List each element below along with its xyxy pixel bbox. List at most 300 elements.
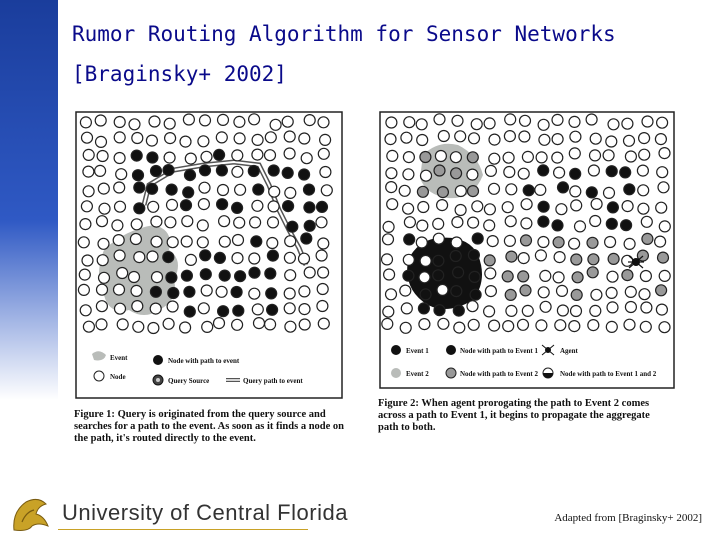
sensor-node [268, 201, 279, 212]
sensor-node [417, 220, 428, 231]
sensor-node [234, 133, 245, 144]
sensor-node [539, 134, 550, 145]
sensor-node [317, 301, 328, 312]
sensor-node [233, 235, 244, 246]
sensor-node [624, 319, 635, 330]
sensor-node [606, 136, 617, 147]
sensor-node [433, 255, 444, 266]
slide-title: Rumor Routing Algorithm for Sensor Networks [72, 22, 616, 46]
sensor-node [115, 201, 126, 212]
sensor-node [184, 306, 195, 317]
sensor-node [235, 184, 246, 195]
sensor-node [165, 217, 176, 228]
sensor-node [586, 187, 597, 198]
sensor-node [80, 219, 91, 230]
sensor-node [451, 237, 462, 248]
sensor-node [198, 136, 209, 147]
sensor-node [284, 303, 295, 314]
legend-path-node-label: Node with path to event [168, 357, 240, 365]
sensor-node [624, 238, 635, 249]
sensor-node [403, 254, 414, 265]
sensor-node [638, 185, 649, 196]
sensor-node [622, 255, 633, 266]
legend-path12-swatch [543, 368, 553, 378]
sensor-node [421, 170, 432, 181]
legend-event2-label: Event 2 [406, 370, 429, 378]
sensor-node [590, 305, 601, 316]
sensor-node [163, 252, 174, 263]
sensor-node [97, 284, 108, 295]
sensor-node [606, 321, 617, 332]
sensor-node [536, 320, 547, 331]
sensor-node [418, 303, 429, 314]
sensor-node [420, 289, 431, 300]
sensor-node [518, 271, 529, 282]
sensor-node [152, 272, 163, 283]
sensor-node [146, 135, 157, 146]
sensor-node [249, 114, 260, 125]
sensor-node [82, 255, 93, 266]
caption-line: path to both. [378, 422, 436, 433]
sensor-node [134, 203, 145, 214]
sensor-node [164, 152, 175, 163]
sensor-node [200, 115, 211, 126]
sensor-node [284, 288, 295, 299]
sensor-node [299, 304, 310, 315]
sensor-node [131, 219, 142, 230]
sensor-node [570, 186, 581, 197]
sensor-node [299, 253, 310, 264]
legend-node-label: Node [110, 373, 126, 381]
sensor-node [96, 319, 107, 330]
sensor-node [301, 233, 312, 244]
sensor-node [587, 267, 598, 278]
sensor-node [183, 114, 194, 125]
sensor-node [605, 237, 616, 248]
sensor-node [219, 216, 230, 227]
sensor-node [590, 150, 601, 161]
sensor-node [252, 304, 263, 315]
sensor-node [95, 115, 106, 126]
sensor-node [455, 205, 466, 216]
sensor-node [553, 272, 564, 283]
sensor-node [269, 186, 280, 197]
sensor-node [96, 136, 107, 147]
sensor-node [181, 270, 192, 281]
sensor-node [569, 321, 580, 332]
sensor-node [522, 151, 533, 162]
sensor-node [437, 284, 448, 295]
source-credit: Adapted from [Braginsky+ 2002] [554, 512, 702, 524]
figure-1-diagram [74, 110, 370, 402]
sensor-node [603, 150, 614, 161]
sensor-node [265, 150, 276, 161]
sensor-node [434, 114, 445, 125]
sensor-node [267, 250, 278, 261]
sensor-node [640, 321, 651, 332]
sensor-node [387, 199, 398, 210]
caption-line: the path, it's routed directly to the event. [74, 433, 256, 444]
sensor-node [404, 217, 415, 228]
sensor-node [232, 166, 243, 177]
sensor-node [79, 269, 90, 280]
sensor-node [469, 133, 480, 144]
sensor-node [470, 289, 481, 300]
sensor-node [180, 136, 191, 147]
sensor-node [400, 285, 411, 296]
sensor-node [232, 202, 243, 213]
sensor-node [403, 152, 414, 163]
sensor-node [590, 216, 601, 227]
sensor-node [571, 289, 582, 300]
sensor-node [316, 217, 327, 228]
sensor-node [467, 301, 478, 312]
sensor-node [231, 287, 242, 298]
sensor-node [180, 322, 191, 333]
sensor-node [538, 237, 549, 248]
sensor-node [233, 305, 244, 316]
sensor-node [387, 150, 398, 161]
figure-2-legend [391, 345, 657, 378]
sensor-node [252, 134, 263, 145]
sensor-node [304, 220, 315, 231]
sensor-node [249, 253, 260, 264]
sensor-node [467, 169, 478, 180]
sensor-node [182, 216, 193, 227]
sensor-node [198, 199, 209, 210]
figure-2-diagram [378, 110, 678, 392]
figure-2-nodes [382, 114, 671, 333]
sensor-node [386, 168, 397, 179]
sensor-node [471, 119, 482, 130]
sensor-node [625, 151, 636, 162]
sensor-node [248, 166, 259, 177]
caption-line: searches for a path to the event. As soon as it finds a node on [74, 421, 345, 432]
sensor-node [166, 272, 177, 283]
sensor-node [384, 269, 395, 280]
sensor-node [131, 285, 142, 296]
sensor-node [435, 151, 446, 162]
sensor-node [606, 166, 617, 177]
sensor-node [98, 238, 109, 249]
logo-underline [58, 529, 308, 530]
sensor-node [301, 153, 312, 164]
sensor-node [504, 131, 515, 142]
sensor-node [624, 135, 635, 146]
sensor-node [472, 233, 483, 244]
sensor-node [552, 220, 563, 231]
sensor-node [214, 252, 225, 263]
sensor-node [82, 132, 93, 143]
sensor-node [467, 152, 478, 163]
sensor-node [83, 166, 94, 177]
sensor-node [659, 322, 670, 333]
sensor-node [641, 216, 652, 227]
sensor-node [282, 116, 293, 127]
sensor-node [148, 201, 159, 212]
sensor-node [575, 221, 586, 232]
figure-1 [74, 110, 370, 402]
sensor-node [485, 268, 496, 279]
sensor-node [287, 221, 298, 232]
sensor-node [469, 271, 480, 282]
sensor-node [83, 321, 94, 332]
caption-label: Figure 2: [378, 398, 419, 409]
sensor-node [658, 252, 669, 263]
sensor-node [558, 182, 569, 193]
sensor-node [285, 187, 296, 198]
sensor-node [149, 116, 160, 127]
sensor-node [185, 153, 196, 164]
sensor-node [282, 167, 293, 178]
sensor-node [78, 284, 89, 295]
sensor-node [417, 135, 428, 146]
sensor-node [552, 134, 563, 145]
sensor-node [304, 267, 315, 278]
sensor-node [655, 134, 666, 145]
sensor-node [624, 184, 635, 195]
sensor-node [216, 132, 227, 143]
sensor-node [321, 185, 332, 196]
sensor-node [404, 117, 415, 128]
legend-event-swatch [92, 351, 106, 360]
sensor-node [591, 289, 602, 300]
sensor-node [604, 187, 615, 198]
sensor-node [232, 319, 243, 330]
sensor-node [434, 305, 445, 316]
sensor-node [590, 133, 601, 144]
sensor-node [285, 321, 296, 332]
sensor-node [503, 152, 514, 163]
sensor-node [134, 182, 145, 193]
sensor-node [518, 319, 529, 330]
sensor-node [438, 131, 449, 142]
sensor-node [523, 185, 534, 196]
legend-agent-swatch [542, 345, 554, 355]
sensor-node [201, 285, 212, 296]
sensor-node [484, 118, 495, 129]
sensor-node [96, 301, 107, 312]
sensor-node [318, 267, 329, 278]
sensor-node [81, 201, 92, 212]
sensor-node [639, 289, 650, 300]
sensor-node [570, 131, 581, 142]
sensor-node [639, 149, 650, 160]
sensor-node [318, 148, 329, 159]
sensor-node [659, 221, 670, 232]
sensor-node [403, 270, 414, 281]
sensor-node [625, 302, 636, 313]
sensor-node [468, 186, 479, 197]
sensor-node [219, 236, 230, 247]
sensor-node [83, 149, 94, 160]
sensor-node [557, 285, 568, 296]
figure-1-caption [74, 409, 374, 445]
sensor-node [607, 302, 618, 313]
sensor-node [95, 165, 106, 176]
caption-line: across a path to Event 1, it begins to propagate the aggregate [378, 410, 650, 421]
sensor-node [252, 149, 263, 160]
agent-icon [628, 256, 644, 268]
sensor-node [485, 286, 496, 297]
sensor-node [433, 218, 444, 229]
sensor-node [251, 236, 262, 247]
sensor-node [521, 218, 532, 229]
pegasus-icon [8, 492, 52, 534]
sensor-node [151, 216, 162, 227]
sensor-node [536, 152, 547, 163]
legend-path2-swatch [446, 368, 456, 378]
sensor-node [97, 216, 108, 227]
sensor-node [99, 272, 110, 283]
sensor-node [304, 184, 315, 195]
sensor-node [520, 115, 531, 126]
sensor-node [504, 235, 515, 246]
sensor-node [484, 255, 495, 266]
sensor-node [114, 117, 125, 128]
sensor-node [114, 182, 125, 193]
sensor-node [284, 131, 295, 142]
sensor-node [113, 235, 124, 246]
sensor-node [234, 116, 245, 127]
sensor-node [588, 320, 599, 331]
legend-event1-label: Event 1 [406, 347, 429, 355]
sensor-node [214, 318, 225, 329]
legend-path1-swatch [446, 345, 456, 355]
sensor-node [185, 170, 196, 181]
sensor-node [656, 304, 667, 315]
sensor-node [506, 305, 517, 316]
figure-2-caption [378, 398, 708, 434]
sensor-node [659, 148, 670, 159]
sensor-node [468, 217, 479, 228]
sensor-node [285, 270, 296, 281]
sensor-node [266, 288, 277, 299]
sensor-node [554, 252, 565, 263]
sensor-node [197, 220, 208, 231]
sensor-node [99, 203, 110, 214]
sensor-node [183, 187, 194, 198]
sensor-node [518, 253, 529, 264]
sensor-node [588, 254, 599, 265]
sensor-node [317, 201, 328, 212]
sensor-node [98, 183, 109, 194]
sensor-node [252, 200, 263, 211]
sensor-node [656, 202, 667, 213]
sensor-node [181, 236, 192, 247]
sensor-node [403, 169, 414, 180]
sensor-node [383, 234, 394, 245]
legend-path1-label: Node with path to Event 1 [460, 347, 538, 355]
sensor-node [234, 217, 245, 228]
sensor-node [535, 250, 546, 261]
sensor-node [538, 216, 549, 227]
sensor-node [167, 199, 178, 210]
sensor-node [401, 303, 412, 314]
sensor-node [438, 318, 449, 329]
sensor-node [216, 286, 227, 297]
caption-line: When agent prorogating the path to Event 2 comes [421, 398, 650, 409]
sensor-node [569, 116, 580, 127]
sensor-node [455, 131, 466, 142]
sensor-node [451, 286, 462, 297]
sensor-node [641, 302, 652, 313]
sensor-node [454, 322, 465, 333]
sensor-node [304, 115, 315, 126]
sensor-node [382, 254, 393, 265]
sensor-node [658, 182, 669, 193]
sensor-node [637, 165, 648, 176]
sensor-node [299, 286, 310, 297]
sensor-node [232, 253, 243, 264]
sensor-node [164, 118, 175, 129]
sensor-node [450, 251, 461, 262]
sensor-node [181, 200, 192, 211]
sensor-node [607, 271, 618, 282]
sensor-node [538, 119, 549, 130]
caption-label: Figure 1: [74, 409, 115, 420]
sensor-node [472, 201, 483, 212]
sensor-node [502, 271, 513, 282]
sensor-node [132, 133, 143, 144]
sensor-node [151, 166, 162, 177]
sensor-node [284, 252, 295, 263]
sensor-node [521, 199, 532, 210]
sensor-node [622, 118, 633, 129]
sensor-node [588, 165, 599, 176]
sensor-node [132, 301, 143, 312]
sensor-node [655, 236, 666, 247]
sensor-node [657, 167, 668, 178]
sensor-node [506, 251, 517, 262]
sensor-node [401, 132, 412, 143]
legend-query-path-label: Query path to event [243, 377, 303, 385]
sensor-node [437, 200, 448, 211]
sensor-node [540, 270, 551, 281]
sensor-node [557, 305, 568, 316]
sensor-node [453, 305, 464, 316]
sidebar-accent [0, 0, 58, 400]
sensor-node [657, 117, 668, 128]
sensor-node [659, 270, 670, 281]
sensor-node [538, 165, 549, 176]
sensor-node [382, 318, 393, 329]
sensor-node [97, 255, 108, 266]
sensor-node [419, 319, 430, 330]
legend-agent-label: Agent [560, 347, 578, 355]
sensor-node [117, 268, 128, 279]
sensor-node [570, 168, 581, 179]
sensor-node [535, 184, 546, 195]
sensor-node [572, 272, 583, 283]
sensor-node [638, 203, 649, 214]
sensor-node [383, 221, 394, 232]
sensor-node [318, 238, 329, 249]
sensor-node [317, 284, 328, 295]
sensor-node [299, 133, 310, 144]
sensor-node [199, 182, 210, 193]
sensor-node [283, 201, 294, 212]
legend-node-swatch [94, 371, 104, 381]
sensor-node [437, 187, 448, 198]
figure-1-legend [92, 351, 303, 385]
sensor-node [115, 303, 126, 314]
sensor-node [433, 270, 444, 281]
sensor-node [505, 216, 516, 227]
sensor-node [316, 250, 327, 261]
sensor-node [639, 133, 650, 144]
sensor-node [265, 132, 276, 143]
